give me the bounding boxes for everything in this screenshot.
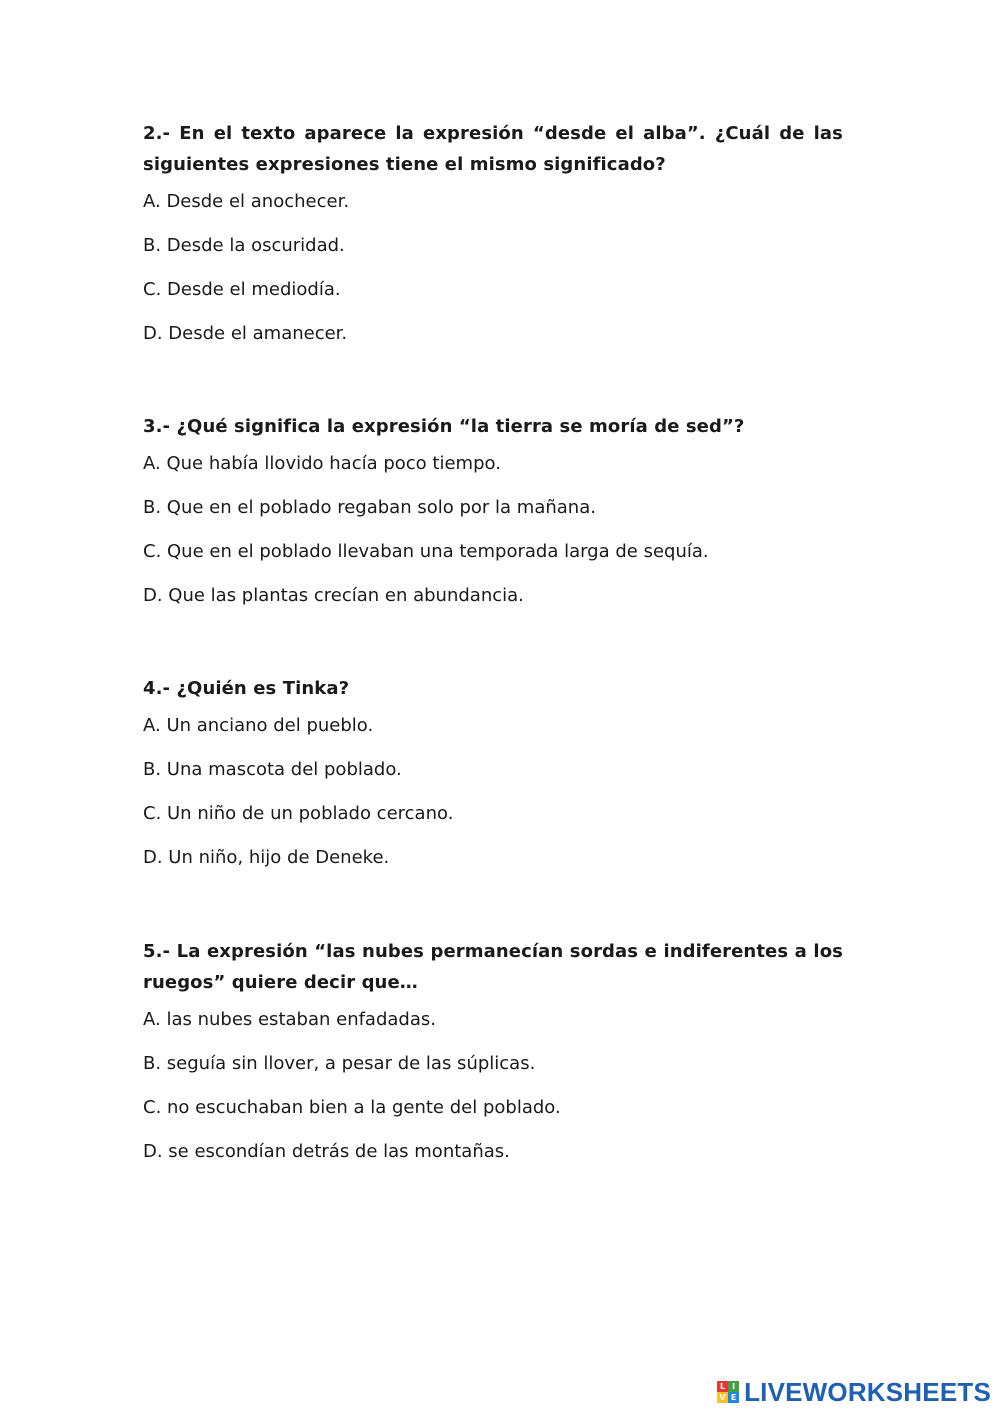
logo-letter-l: L — [717, 1381, 728, 1392]
liveworksheets-logo-icon — [717, 1381, 739, 1403]
option-b[interactable]: B. Una mascota del poblado. — [143, 759, 402, 780]
option-c[interactable]: C. Un niño de un poblado cercano. — [143, 803, 454, 824]
option-d[interactable]: D. Desde el amanecer. — [143, 323, 348, 344]
option-a[interactable]: A. Un anciano del pueblo. — [143, 715, 374, 736]
question-title: 4.- ¿Quién es Tinka? — [143, 678, 350, 699]
question-4 — [143, 673, 843, 890]
option-a[interactable]: A. Desde el anochecer. — [143, 191, 350, 212]
option-c[interactable]: C. Que en el poblado llevaban una temporada larga de sequía. — [143, 541, 709, 562]
option-b[interactable]: B. Que en el poblado regaban solo por la mañana. — [143, 497, 596, 518]
liveworksheets-wordmark: LIVEWORKSHEETS — [744, 1376, 991, 1407]
logo-letter-e: E — [728, 1392, 739, 1403]
option-d[interactable]: D. Que las plantas crecían en abundancia. — [143, 585, 524, 606]
question-title: 5.- La expresión “las nubes permanecían sordas e indiferentes a los ruegos” quiere decir que… — [143, 941, 843, 993]
option-a[interactable]: A. Que había llovido hacía poco tiempo. — [143, 453, 501, 474]
logo-letter-i: I — [728, 1381, 739, 1392]
option-b[interactable]: B. Desde la oscuridad. — [143, 235, 345, 256]
logo-letter-v: V — [717, 1392, 728, 1403]
question-title: 2.- En el texto aparece la expresión “desde el alba”. ¿Cuál de las siguientes expresiones tiene el mismo significado? — [143, 123, 843, 175]
question-2 — [143, 118, 843, 366]
question-title: 3.- ¿Qué significa la expresión “la tierra se moría de sed”? — [143, 416, 745, 437]
question-5 — [143, 936, 843, 1184]
option-d[interactable]: D. Un niño, hijo de Deneke. — [143, 847, 390, 868]
option-b[interactable]: B. seguía sin llover, a pesar de las súplicas. — [143, 1053, 536, 1074]
option-c[interactable]: C. no escuchaban bien a la gente del poblado. — [143, 1097, 561, 1118]
liveworksheets-watermark — [717, 1377, 991, 1407]
option-d[interactable]: D. se escondían detrás de las montañas. — [143, 1141, 510, 1162]
question-3 — [143, 411, 843, 628]
option-a[interactable]: A. las nubes estaban enfadadas. — [143, 1009, 436, 1030]
option-c[interactable]: C. Desde el mediodía. — [143, 279, 341, 300]
